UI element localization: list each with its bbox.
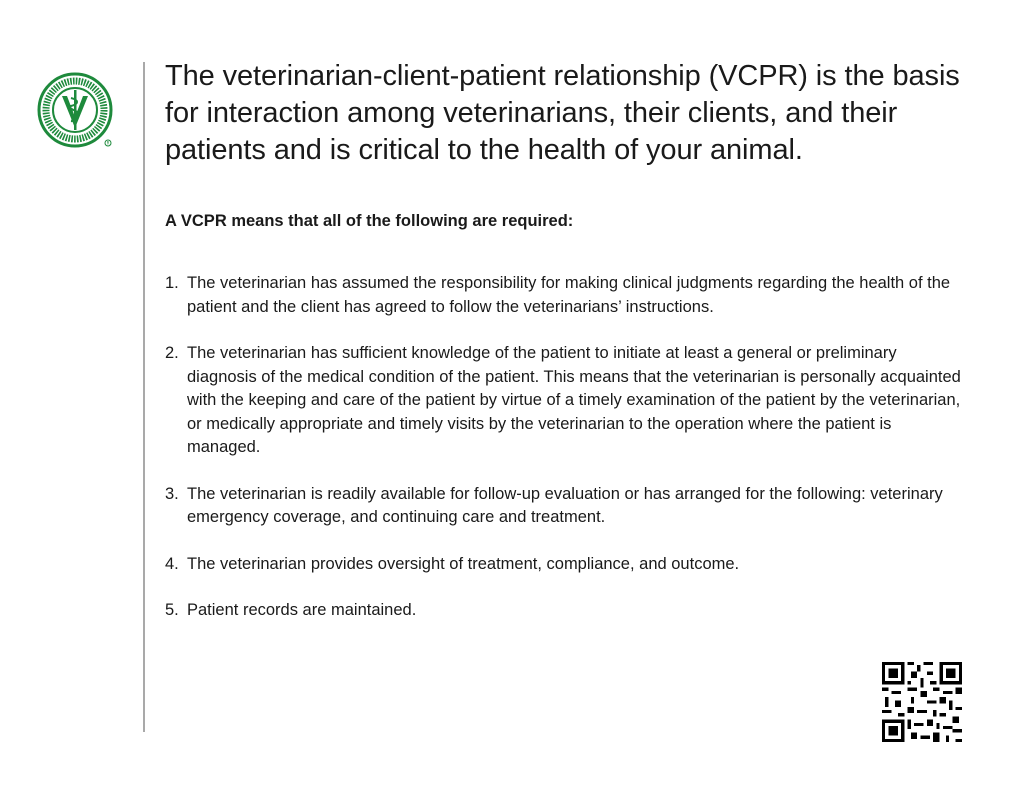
list-item xyxy=(165,483,965,530)
vertical-divider xyxy=(143,62,145,732)
headline: The veterinarian-client-patient relationship (VCPR) is the basis for interaction among veterinarians, their clients, and their patients and is critical to the health of your animal. xyxy=(165,60,960,166)
list-item xyxy=(165,342,965,460)
list-item-number: 5. xyxy=(165,601,179,619)
avma-logo-icon xyxy=(37,72,117,152)
svg-text:R: R xyxy=(106,140,110,146)
list-item xyxy=(165,272,965,319)
list-item-text: Patient records are maintained. xyxy=(187,601,417,619)
qr-code-icon[interactable] xyxy=(882,662,962,742)
list-item xyxy=(165,599,965,623)
list-item-number: 3. xyxy=(165,484,179,503)
list-item-text: The veterinarian has assumed the responsibility for making clinical judgments regarding the health of the patient and the client has agreed to follow the veterinarians’ instructions. xyxy=(187,274,951,316)
list-item-number: 1. xyxy=(165,274,179,292)
list-item-text: The veterinarian is readily available for follow-up evaluation or has arranged for the following: veterinary emergency coverage, and continuing care and treatment. xyxy=(187,484,943,526)
list-item xyxy=(165,553,965,577)
requirements-heading: A VCPR means that all of the following are required: xyxy=(165,212,574,230)
main-content xyxy=(165,58,985,619)
requirements-list xyxy=(165,272,965,646)
list-item-number: 2. xyxy=(165,344,179,362)
list-item-text: The veterinarian provides oversight of treatment, compliance, and outcome. xyxy=(187,554,740,573)
list-item-number: 4. xyxy=(165,554,179,573)
list-item-text: The veterinarian has sufficient knowledge of the patient to initiate at least a general or preliminary diagnosis of the medical condition of the patient. This means that the veterinarian is personally acquainted with the keeping and care of the patient by virtue of a timely examination of the patient by the veterinarian, or medically appropriate and timely visits by the veterinarian to the operation where the patient is managed. xyxy=(187,344,961,456)
